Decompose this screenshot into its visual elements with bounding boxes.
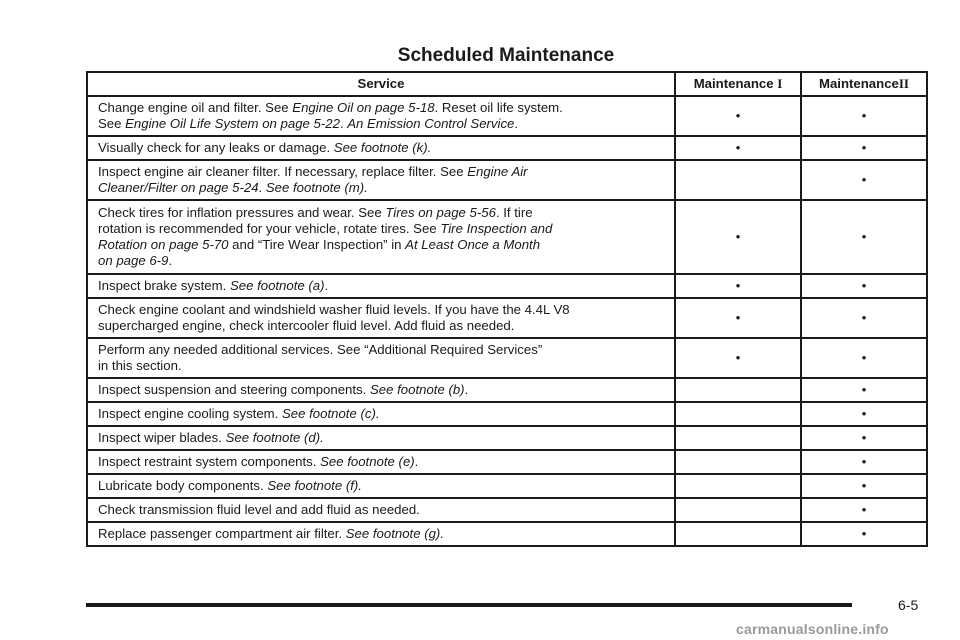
cross-reference-text: See footnote (m). <box>265 180 368 195</box>
maintenance-i-cell <box>675 298 801 338</box>
maintenance-i-cell <box>675 402 801 426</box>
cross-reference-text: At Least Once a Month <box>405 237 541 252</box>
service-required-dot-icon: • <box>861 406 867 421</box>
maintenance-ii-cell <box>801 378 927 402</box>
service-text: Replace passenger compartment air filter. <box>98 526 346 541</box>
maintenance-i-cell <box>675 274 801 298</box>
service-cell <box>87 474 675 498</box>
maintenance-ii-cell <box>801 474 927 498</box>
service-cell <box>87 522 675 546</box>
table-row <box>87 298 927 338</box>
maintenance-ii-cell <box>801 450 927 474</box>
maintenance-ii-cell <box>801 338 927 378</box>
maintenance-i-column-header <box>675 72 801 96</box>
service-required-dot-icon: • <box>861 108 867 123</box>
cross-reference-text: See footnote (c). <box>282 406 380 421</box>
service-cell <box>87 274 675 298</box>
table-row <box>87 474 927 498</box>
cross-reference-text: See footnote (a) <box>229 278 325 293</box>
cross-reference-text: See footnote (b) <box>369 382 465 397</box>
cross-reference-text: Engine Oil Life System on page 5-22 <box>125 116 340 131</box>
service-cell <box>87 450 675 474</box>
maintenance-ii-cell <box>801 160 927 200</box>
watermark-text: carmanualsonline.info <box>736 621 889 637</box>
service-required-dot-icon: • <box>861 454 867 469</box>
cross-reference-text: See footnote (k). <box>333 140 432 155</box>
service-text: Perform any needed additional services. See “Additional Required Services” <box>98 342 543 357</box>
service-required-dot-icon: • <box>861 229 867 244</box>
service-text: Check engine coolant and windshield washer fluid levels. If you have the 4.4L V8 <box>98 302 570 317</box>
table-row <box>87 338 927 378</box>
cross-reference-text: Tire Inspection and <box>440 221 553 236</box>
service-required-dot-icon: • <box>735 310 741 325</box>
service-text: Inspect brake system. <box>98 278 230 293</box>
service-required-dot-icon: • <box>861 172 867 187</box>
service-cell <box>87 96 675 136</box>
service-cell <box>87 200 675 274</box>
table-row <box>87 160 927 200</box>
table-row <box>87 450 927 474</box>
service-cell <box>87 298 675 338</box>
service-text: Inspect restraint system components. <box>98 454 321 469</box>
service-required-dot-icon: • <box>735 350 741 365</box>
service-text: supercharged engine, check intercooler fluid level. Add fluid as needed. <box>98 318 515 333</box>
service-cell <box>87 498 675 522</box>
service-text: See <box>98 116 126 131</box>
service-text: Inspect suspension and steering components. <box>98 382 370 397</box>
cross-reference-text: Tires on page 5-56 <box>385 205 496 220</box>
service-text: . <box>414 454 419 469</box>
maintenance-i-cell <box>675 160 801 200</box>
cross-reference-text: Engine Air <box>467 164 528 179</box>
maintenance-ii-cell <box>801 426 927 450</box>
maintenance-ii-cell <box>801 298 927 338</box>
service-required-dot-icon: • <box>861 278 867 293</box>
service-required-dot-icon: • <box>861 140 867 155</box>
maintenance-i-cell <box>675 136 801 160</box>
service-text: Inspect engine cooling system. <box>98 406 282 421</box>
service-required-dot-icon: • <box>735 108 741 123</box>
service-text: . <box>464 382 469 397</box>
service-cell <box>87 378 675 402</box>
service-cell <box>87 136 675 160</box>
service-text: . Reset oil life system. <box>434 100 563 115</box>
table-header-row <box>87 72 927 96</box>
service-required-dot-icon: • <box>861 430 867 445</box>
maintenance-ii-cell <box>801 522 927 546</box>
table-row <box>87 498 927 522</box>
maintenance-ii-cell <box>801 96 927 136</box>
cross-reference-text: Cleaner/Filter on page 5-24 <box>98 180 259 195</box>
footer-rule <box>86 603 852 607</box>
table-row <box>87 378 927 402</box>
service-required-dot-icon: • <box>861 382 867 397</box>
maintenance-ii-cell <box>801 136 927 160</box>
service-cell <box>87 160 675 200</box>
service-required-dot-icon: • <box>735 278 741 293</box>
cross-reference-text: See footnote (f). <box>267 478 362 493</box>
service-required-dot-icon: • <box>735 140 741 155</box>
service-cell <box>87 426 675 450</box>
service-text: . <box>339 116 348 131</box>
service-text: . <box>514 116 519 131</box>
maintenance-i-roman: I <box>777 76 783 91</box>
page-title: Scheduled Maintenance <box>397 45 615 66</box>
table-row <box>87 200 927 274</box>
maintenance-ii-roman: II <box>898 76 909 91</box>
cross-reference-text: An Emission Control Service <box>347 116 515 131</box>
table-row <box>87 96 927 136</box>
service-text: . If tire <box>495 205 533 220</box>
service-required-dot-icon: • <box>861 310 867 325</box>
service-text: Lubricate body components. <box>98 478 268 493</box>
service-text: Check tires for inflation pressures and wear. See <box>98 205 386 220</box>
cross-reference-text: See footnote (g). <box>345 526 444 541</box>
table-row <box>87 136 927 160</box>
service-text: rotation is recommended for your vehicle, rotate tires. See <box>98 221 441 236</box>
service-required-dot-icon: • <box>861 350 867 365</box>
maintenance-i-cell <box>675 200 801 274</box>
cross-reference-text: See footnote (e) <box>320 454 415 469</box>
table-row <box>87 426 927 450</box>
cross-reference-text: See footnote (d). <box>225 430 324 445</box>
service-text: . <box>324 278 329 293</box>
service-text: Check transmission fluid level and add fluid as needed. <box>98 502 420 517</box>
service-required-dot-icon: • <box>735 229 741 244</box>
service-text: Inspect wiper blades. <box>98 430 226 445</box>
service-text: Change engine oil and filter. See <box>98 100 293 115</box>
maintenance-i-header-label: Maintenance <box>693 76 774 91</box>
maintenance-ii-header-label: Maintenance <box>818 76 899 91</box>
table-row <box>87 274 927 298</box>
maintenance-ii-column-header <box>801 72 927 96</box>
maintenance-table-body <box>87 96 927 546</box>
cross-reference-text: on page 6-9 <box>98 253 169 268</box>
maintenance-ii-cell <box>801 402 927 426</box>
service-text: in this section. <box>98 358 182 373</box>
maintenance-i-cell <box>675 522 801 546</box>
service-text: . <box>258 180 266 195</box>
cross-reference-text: Engine Oil on page 5-18 <box>292 100 435 115</box>
service-required-dot-icon: • <box>861 502 867 517</box>
service-column-header <box>87 72 675 96</box>
table-row <box>87 522 927 546</box>
service-text: . <box>168 253 173 268</box>
maintenance-ii-cell <box>801 498 927 522</box>
service-required-dot-icon: • <box>861 526 867 541</box>
service-header-label: Service <box>357 76 405 91</box>
maintenance-i-cell <box>675 378 801 402</box>
service-text: Inspect engine air cleaner filter. If necessary, replace filter. See <box>98 164 468 179</box>
service-text: and “Tire Wear Inspection” in <box>228 237 406 252</box>
table-row <box>87 402 927 426</box>
service-required-dot-icon: • <box>861 478 867 493</box>
maintenance-i-cell <box>675 338 801 378</box>
service-cell <box>87 338 675 378</box>
cross-reference-text: Rotation on page 5-70 <box>98 237 229 252</box>
service-cell <box>87 402 675 426</box>
maintenance-table <box>86 71 928 547</box>
maintenance-i-cell <box>675 96 801 136</box>
service-text: Visually check for any leaks or damage. <box>98 140 334 155</box>
page-number: 6-5 <box>898 597 919 613</box>
maintenance-i-cell <box>675 498 801 522</box>
maintenance-ii-cell <box>801 274 927 298</box>
maintenance-i-cell <box>675 426 801 450</box>
maintenance-ii-cell <box>801 200 927 274</box>
maintenance-i-cell <box>675 474 801 498</box>
maintenance-i-cell <box>675 450 801 474</box>
